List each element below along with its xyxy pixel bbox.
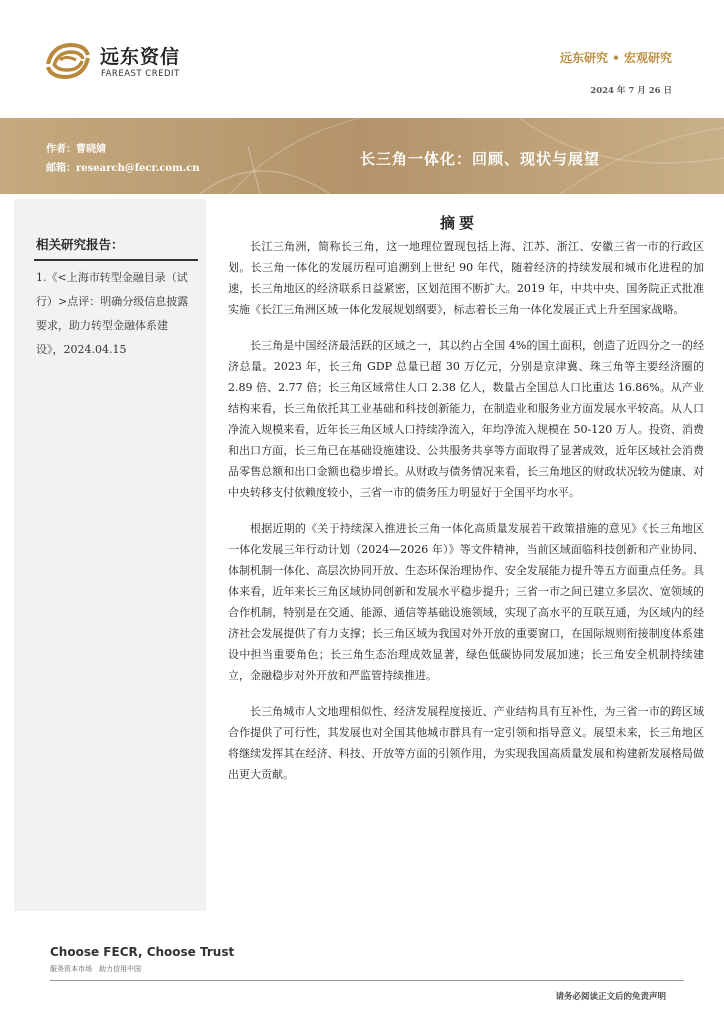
report-date: 2024 年 7 月 26 日 <box>590 86 672 96</box>
fareast-logo-icon <box>44 40 92 82</box>
summary-paragraph: 长三角是中国经济最活跃的区域之一，其以约占全国 4%的国土面积，创造了近四分之一的经济总量。2023 年，长三角 GDP 总量已超 30 万亿元，分别是京津冀、珠三角等主要经济圈的 2.89 倍、2.77 倍；长三角区域常住人口 2.38 亿人，数量占全国总人口比重达 16.86%。从产业结构来看，长三角依托其工业基础和科技创新能力，在制造业和服务业方面发展水平较高。从人口净流入规模来看，近年长三角区域人口持续净流入，年均净流入规模在 50-120 万人。投资、消费和出口方面，长三角已在基础设施建设、公共服务共享等方面取得了显著成效，近年区域社会消费品零售总额和出口金额也稳步增长。从财政与债务情况来看，长三角地区的财政状况较为健康、对中央转移支付依赖度较小，三省一市的债务压力明显好于全国平均水平。 <box>228 339 704 499</box>
sidebar-divider <box>34 259 198 261</box>
summary-heading: 摘要 <box>440 214 479 232</box>
summary-body <box>228 236 704 800</box>
footer-divider <box>50 980 684 981</box>
footer-slogan: Choose FECR, Choose Trust <box>50 945 235 959</box>
related-reports-sidebar <box>14 199 206 911</box>
related-report-item[interactable]: 1.《<上海市转型金融目录（试行）>点评：明确分级信息披露要求，助力转型金融体系建设》，2024.04.15 <box>36 271 189 356</box>
footer-subslogan: 服务资本市场 助力信用中国 <box>50 965 141 973</box>
summary-paragraph: 长江三角洲，简称长三角，这一地理位置现包括上海、江苏、浙江、安徽三省一市的行政区划。长三角一体化的发展历程可追溯到上世纪 90 年代，随着经济的持续发展和城市化进程的加速，长三角地区的经济联系日益紧密，区划范围不断扩大。2019 年，中共中央、国务院正式批准实施《长江三角洲区域一体化发展规划纲要》，标志着长三角一体化发展正式上升至国家战略。 <box>228 240 704 316</box>
disclaimer-note: 请务必阅读正文后的免责声明 <box>555 992 666 1002</box>
email-line: 邮箱：research@fecr.com.cn <box>46 163 200 174</box>
author-line: 作者：曹晓婧 <box>46 144 106 155</box>
company-logo <box>44 38 214 88</box>
logo-text-cn: 远东资信 <box>100 46 181 68</box>
summary-paragraph: 长三角城市人文地理相似性、经济发展程度接近、产业结构具有互补性，为三省一市的跨区域合作提供了可行性，其发展也对全国其他城市群具有一定引领和指导意义。展望未来，长三角地区将继续发挥其在经济、科技、开放等方面的引领作用，为实现我国高质量发展和构建新发展格局做出更大贡献。 <box>228 705 704 781</box>
title-banner <box>0 118 724 194</box>
logo-text-en: FAREAST CREDIT <box>101 69 180 79</box>
related-reports-title: 相关研究报告： <box>36 237 124 252</box>
summary-paragraph: 根据近期的《关于持续深入推进长三角一体化高质量发展若干政策措施的意见》《长三角地区一体化发展三年行动计划（2024—2026 年）》等文件精神，当前区域面临科技创新和产业协同、体制机制一体化、高层次协同开放、生态环保治理协作、安全发展能力提升等五方面重点任务。具体来看，近年来长三角区域协同创新和发展水平稳步提升；三省一市之间已建立多层次、宽领域的合作机制，特别是在交通、能源、通信等基础设施领域，实现了高水平的互联互通，为区域内的经济社会发展提供了有力支撑；长三角区域为我国对外开放的重要窗口，在国际规则衔接制度体系建设中担当重要角色；长三角生态治理成效显著，绿色低碳协同发展加速；长三角安全机制持续建立，金融稳步对外开放和严监管持续推进。 <box>228 522 704 682</box>
report-category: 远东研究 • 宏观研究 <box>559 51 672 65</box>
report-title: 长三角一体化：回顾、现状与展望 <box>360 150 601 168</box>
